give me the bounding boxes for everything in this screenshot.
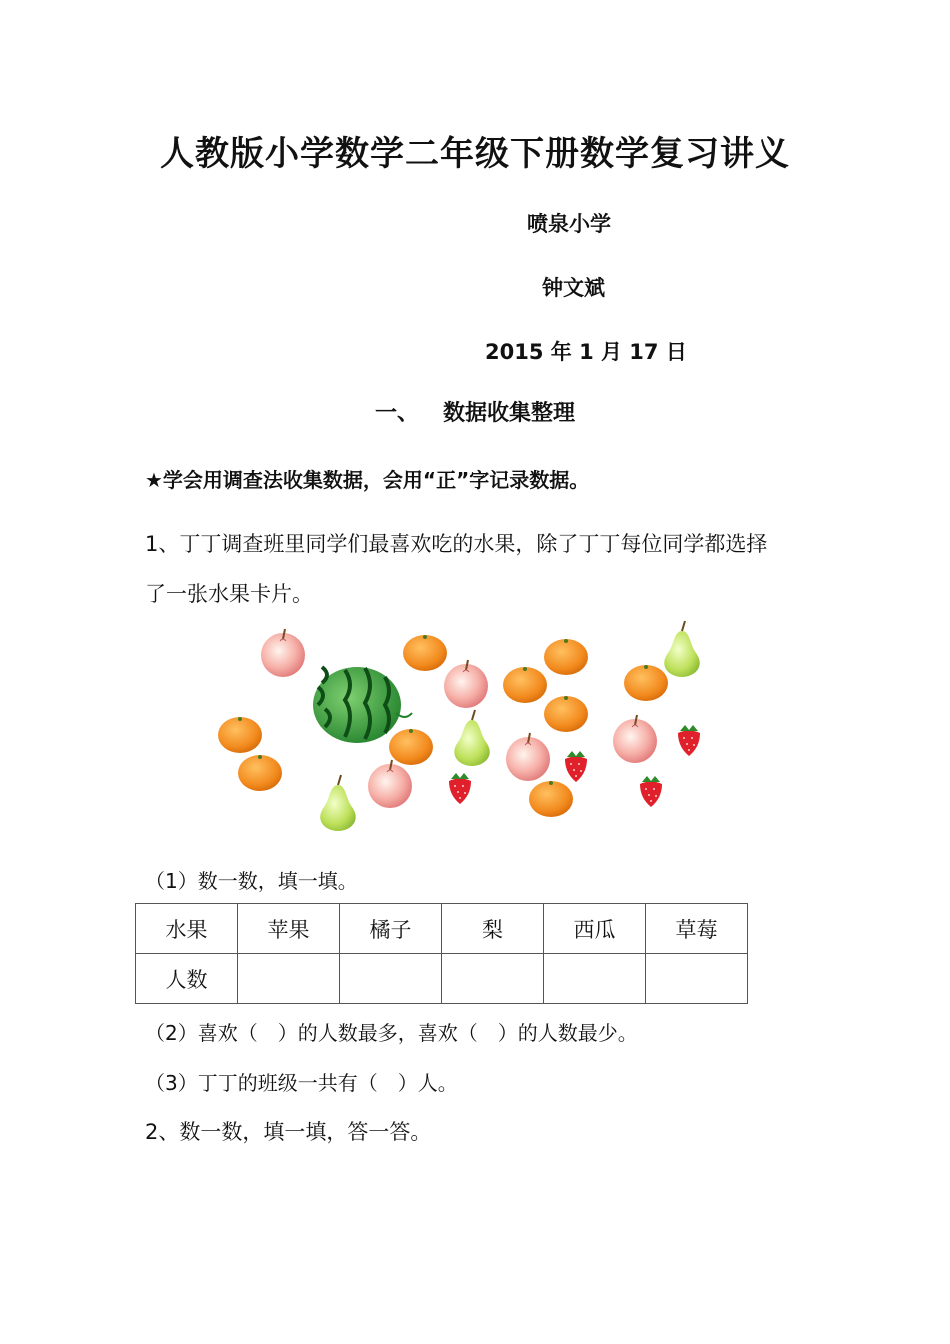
table-header-row (136, 904, 748, 954)
table-row (136, 954, 748, 1004)
table-cell: 草莓 (646, 904, 748, 954)
table-cell: 水果 (136, 904, 238, 954)
question-2: 2、数一数，填一填，答一答。 (145, 1120, 432, 1144)
question-1-line-2: 了一张水果卡片。 (145, 582, 313, 606)
pear-icon (454, 710, 489, 766)
apple-icon (368, 760, 412, 808)
orange-icon (544, 639, 588, 675)
strawberry-icon (565, 751, 587, 782)
strawberry-icon (640, 776, 662, 807)
orange-icon (218, 717, 262, 753)
author-name: 钟文斌 (542, 276, 605, 300)
orange-icon (403, 635, 447, 671)
strawberry-icon (678, 725, 700, 756)
date: 2015 年 1 月 17 日 (485, 340, 687, 364)
fruit-cards-illustration (200, 615, 740, 835)
question-1-part-3: （3）丁丁的班级一共有（ ）人。 (145, 1071, 458, 1095)
orange-icon (238, 755, 282, 791)
school-name: 喷泉小学 (527, 212, 611, 236)
orange-icon (624, 665, 668, 701)
answer-cell[interactable] (646, 954, 748, 1004)
table-cell: 西瓜 (544, 904, 646, 954)
orange-icon (529, 781, 573, 817)
question-1-part-1: （1）数一数，填一填。 (145, 869, 358, 893)
section-title: 数据收集整理 (443, 401, 576, 426)
answer-cell[interactable] (238, 954, 340, 1004)
table-cell: 橘子 (340, 904, 442, 954)
answer-cell[interactable] (340, 954, 442, 1004)
page-title: 人教版小学数学二年级下册数学复习讲义 (160, 134, 790, 174)
answer-cell[interactable] (544, 954, 646, 1004)
section-heading (0, 396, 950, 427)
orange-icon (544, 696, 588, 732)
table-cell: 人数 (136, 954, 238, 1004)
section-number: 一、 (374, 401, 419, 426)
strawberry-icon (449, 773, 471, 804)
watermelon-icon (313, 667, 412, 743)
apple-icon (506, 733, 550, 781)
fruit-count-table (135, 903, 748, 1004)
question-1-part-2: （2）喜欢（ ）的人数最多，喜欢（ ）的人数最少。 (145, 1021, 638, 1045)
pear-icon (664, 621, 699, 677)
orange-icon (389, 729, 433, 765)
pear-icon (320, 775, 355, 831)
apple-icon (261, 629, 305, 677)
question-1-line-1: 1、丁丁调查班里同学们最喜欢吃的水果，除了丁丁每位同学都选择 (145, 532, 768, 556)
table-cell: 梨 (442, 904, 544, 954)
table-cell: 苹果 (238, 904, 340, 954)
answer-cell[interactable] (442, 954, 544, 1004)
learning-tip: ★学会用调查法收集数据，会用“正”字记录数据。 (145, 468, 590, 492)
orange-icon (503, 667, 547, 703)
apple-icon (613, 715, 657, 763)
apple-icon (444, 660, 488, 708)
